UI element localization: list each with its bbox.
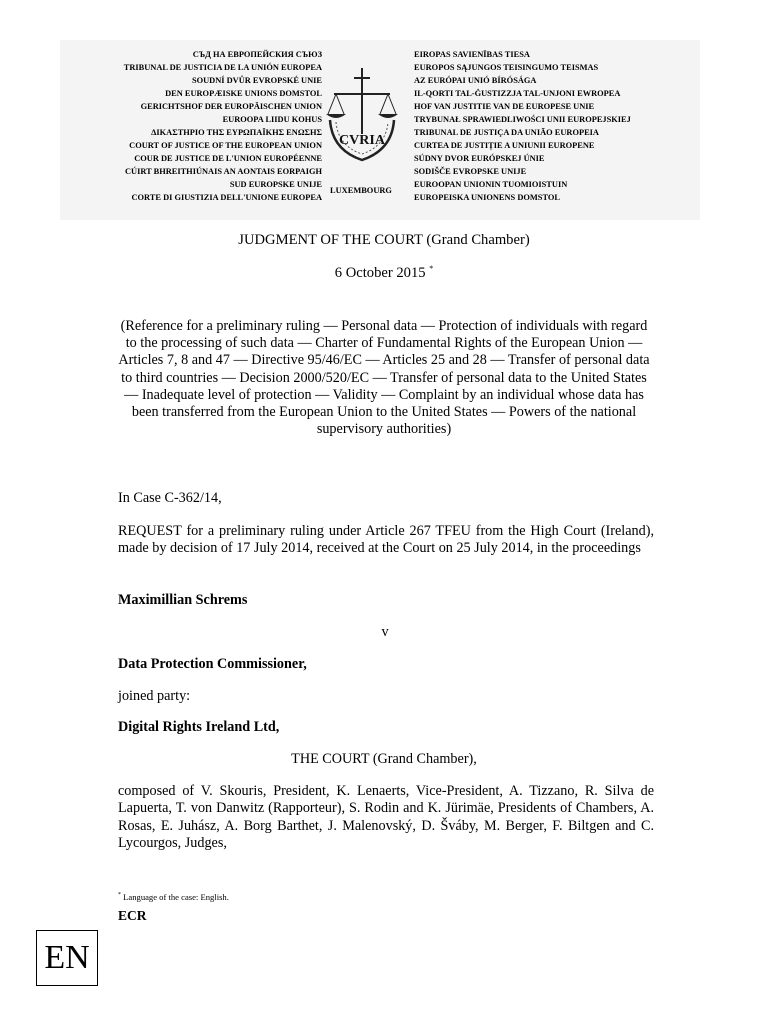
court-name-line: EIROPAS SAVIENĪBAS TIESA — [414, 50, 530, 59]
court-name-line: SUD EUROPSKE UNIJE — [229, 180, 322, 189]
court-name-line: EUROOPA LIIDU KOHUS — [222, 115, 322, 124]
court-name-line: DEN EUROPÆISKE UNIONS DOMSTOL — [165, 89, 322, 98]
applicant-name: Maximillian Schrems — [118, 592, 248, 608]
request-paragraph: REQUEST for a preliminary ruling under Article 267 TFEU from the High Court (Ireland), made by decision of 17 July 2014, received at the Court on 25 July 2014, in the proceedings — [118, 523, 654, 557]
court-name-line: EUROOPAN UNIONIN TUOMIOISTUIN — [414, 180, 568, 189]
court-name-line: ΔΙΚΑΣΤΗΡΙΟ ΤΗΣ ΕΥΡΩΠΑΪΚΗΣ ΕΝΩΣΗΣ — [151, 128, 322, 137]
court-name-line: GERICHTSHOF DER EUROPÄISCHEN UNION — [140, 102, 322, 111]
court-name-line: CURTEA DE JUSTIȚIE A UNIUNII EUROPENE — [414, 141, 595, 150]
court-name-line: SÚDNY DVOR EURÓPSKEJ ÚNIE — [414, 154, 545, 163]
court-name-line: SOUDNÍ DVŮR EVROPSKÉ UNIE — [191, 76, 322, 85]
court-name-line: AZ EURÓPAI UNIÓ BÍRÓSÁGA — [414, 76, 537, 85]
court-name-line: SODIŠČE EVROPSKE UNIJE — [414, 167, 527, 176]
court-name-line: IL-QORTI TAL-ĠUSTIZZJA TAL-UNJONI EWROPEA — [414, 89, 621, 98]
ecr-label: ECR — [118, 908, 147, 923]
footnote — [118, 892, 229, 902]
judgment-date — [0, 264, 768, 282]
footnote-ref-marker: * — [429, 264, 434, 273]
court-name-line: EUROPOS SĄJUNGOS TEISINGUMO TEISMAS — [414, 63, 599, 72]
defendant-name: Data Protection Commissioner, — [118, 656, 307, 672]
joined-party-name: Digital Rights Ireland Ltd, — [118, 719, 280, 735]
versus-label: v — [381, 624, 389, 640]
court-name-line: EUROPEISKA UNIONENS DOMSTOL — [414, 193, 560, 202]
footnote-text: Language of the case: English. — [123, 892, 229, 902]
court-name-line: CÚIRT BHREITHIÚNAIS AN AONTAIS EORPAIGH — [124, 167, 322, 176]
cvria-emblem-icon — [322, 64, 402, 164]
court-composition: composed of V. Skouris, President, K. Lenaerts, Vice-President, A. Tizzano, R. Silva de Lapuerta, T. von Danwitz (Rapporteur), S. Rodin and K. Jürimäe, Presidents of Chambers, A. Rosas, E. Juhász, A. Borg Barthet, J. Malenovský, D. Šváby, M. Berger, F. Biltgen and C. Lycourgos, Judges, — [118, 783, 654, 852]
court-header-banner — [60, 40, 700, 220]
court-names-left — [2, 48, 322, 204]
case-number: In Case C-362/14, — [118, 490, 222, 506]
court-heading: THE COURT (Grand Chamber), — [291, 751, 477, 767]
court-name-line: HOF VAN JUSTITIE VAN DE EUROPESE UNIE — [414, 102, 595, 111]
court-names-right — [414, 48, 734, 204]
footnote-marker: * — [118, 892, 121, 899]
court-name-line: TRIBUNAL DE JUSTIÇA DA UNIÃO EUROPEIA — [414, 128, 599, 137]
court-name-line: TRYBUNAŁ SPRAWIEDLIWOŚCI UNII EUROPEJSKIEJ — [414, 115, 631, 124]
language-badge: EN — [36, 930, 98, 986]
court-name-line: СЪД НА ЕВРОПЕЙСКИЯ СЪЮЗ — [192, 50, 322, 59]
case-summary: (Reference for a preliminary ruling — Personal data — Protection of individuals with regard to the processing of such data — Charter of Fundamental Rights of the European Union — Articles 7, 8 and 47 — Directive 95/46/EC — Articles 25 and 28 — Transfer of personal data to third countries — Decision 2000/520/EC — Transfer of personal data to the United States — Inadequate level of protection — Validity — Complaint by an individual whose data has been transferred from the European Union to the United States — Powers of the national supervisory authorities) — [118, 318, 650, 438]
judgment-date-text: 6 October 2015 — [334, 264, 426, 281]
emblem-label: CVRIA — [339, 133, 385, 148]
court-name-line: TRIBUNAL DE JUSTICIA DE LA UNIÓN EUROPEA — [123, 63, 322, 72]
court-name-line: CORTE DI GIUSTIZIA DELL'UNIONE EUROPEA — [131, 193, 322, 202]
court-name-line: COUR DE JUSTICE DE L'UNION EUROPÉENNE — [134, 154, 322, 163]
joined-party-label: joined party: — [118, 688, 191, 704]
judgment-title: JUDGMENT OF THE COURT (Grand Chamber) — [238, 232, 530, 248]
court-city: LUXEMBOURG — [330, 186, 392, 195]
court-name-line: COURT OF JUSTICE OF THE EUROPEAN UNION — [129, 141, 322, 150]
